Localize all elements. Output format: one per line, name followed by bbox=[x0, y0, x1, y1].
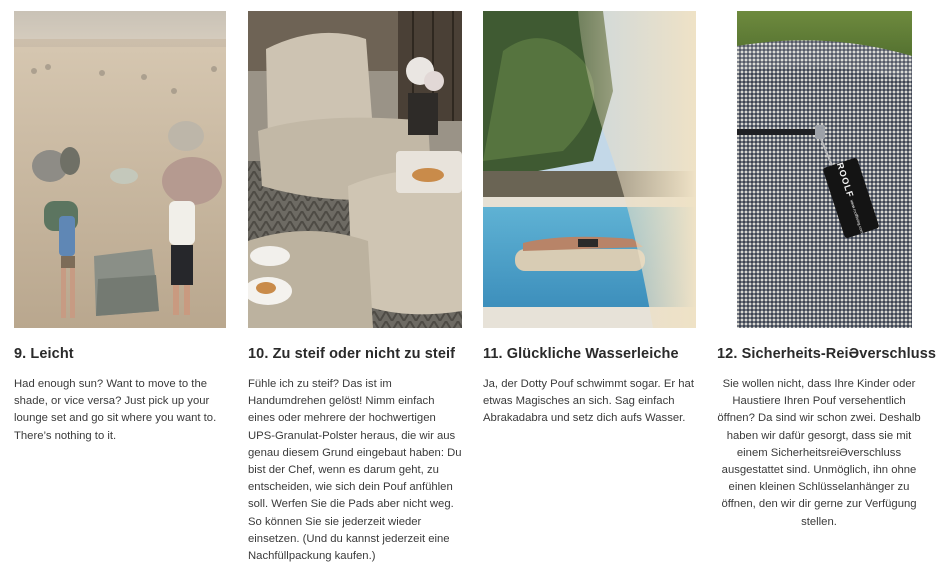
card-title: 9. Leicht bbox=[14, 346, 74, 362]
card-title: 12. Sicherheits-ReiƏverschluss bbox=[717, 346, 937, 362]
pool-photo bbox=[483, 11, 696, 328]
feature-card-firmness bbox=[248, 11, 462, 565]
tag-brand-text: ROOLF bbox=[834, 161, 856, 200]
feature-card-safety-zipper bbox=[717, 11, 937, 531]
card-title: 11. Glückliche Wasserleiche bbox=[483, 346, 679, 362]
tag-url-text: www.roolfliving.com bbox=[849, 198, 865, 234]
zipper-closeup-photo bbox=[737, 11, 912, 328]
feature-card-floating bbox=[483, 11, 696, 428]
lounge-chair-photo bbox=[248, 11, 462, 328]
feature-card-lightweight bbox=[14, 11, 226, 445]
card-description: Fühle ich zu steif? Das ist im Handumdrehen gelöst! Nimm einfach eines oder mehrere der hochwertigen UPS-Granulat-Polster heraus, die wir aus genau diesem Grund eingebaut haben: Du bist der Chef, wenn es darum geht, zu entscheiden, wie sich dein Pouf anfühlen soll. Werfen Sie die Pads aber nicht weg. So können Sie sie jederzeit wieder einsetzen. (Und du kannst jederzeit eine Nachfüllpackung kaufen.) bbox=[248, 378, 462, 563]
beach-photo bbox=[14, 11, 226, 328]
card-description: Sie wollen nicht, dass Ihre Kinder oder Haustiere Ihren Pouf versehentlich öffnen? Da sind wir schon zwei. Deshalb haben wir dafür gesorgt, dass sie mit einem SicherheitsreiƏverschluss ausgestattet sind. Unmöglich, ihn ohne einen kleinen Schlüsselanhänger zu öffnen, den wir dir gerne zur Verfügung stellen. bbox=[717, 378, 921, 528]
card-title: 10. Zu steif oder nicht zu steif bbox=[248, 346, 456, 362]
card-description: Ja, der Dotty Pouf schwimmt sogar. Er hat etwas Magisches an sich. Sag einfach Abrakadabra und setz dich aufs Wasser. bbox=[483, 378, 694, 425]
card-description: Had enough sun? Want to move to the shade, or vice versa? Just pick up your lounge set and go sit where you want to. There’s nothing to it. bbox=[14, 378, 217, 442]
